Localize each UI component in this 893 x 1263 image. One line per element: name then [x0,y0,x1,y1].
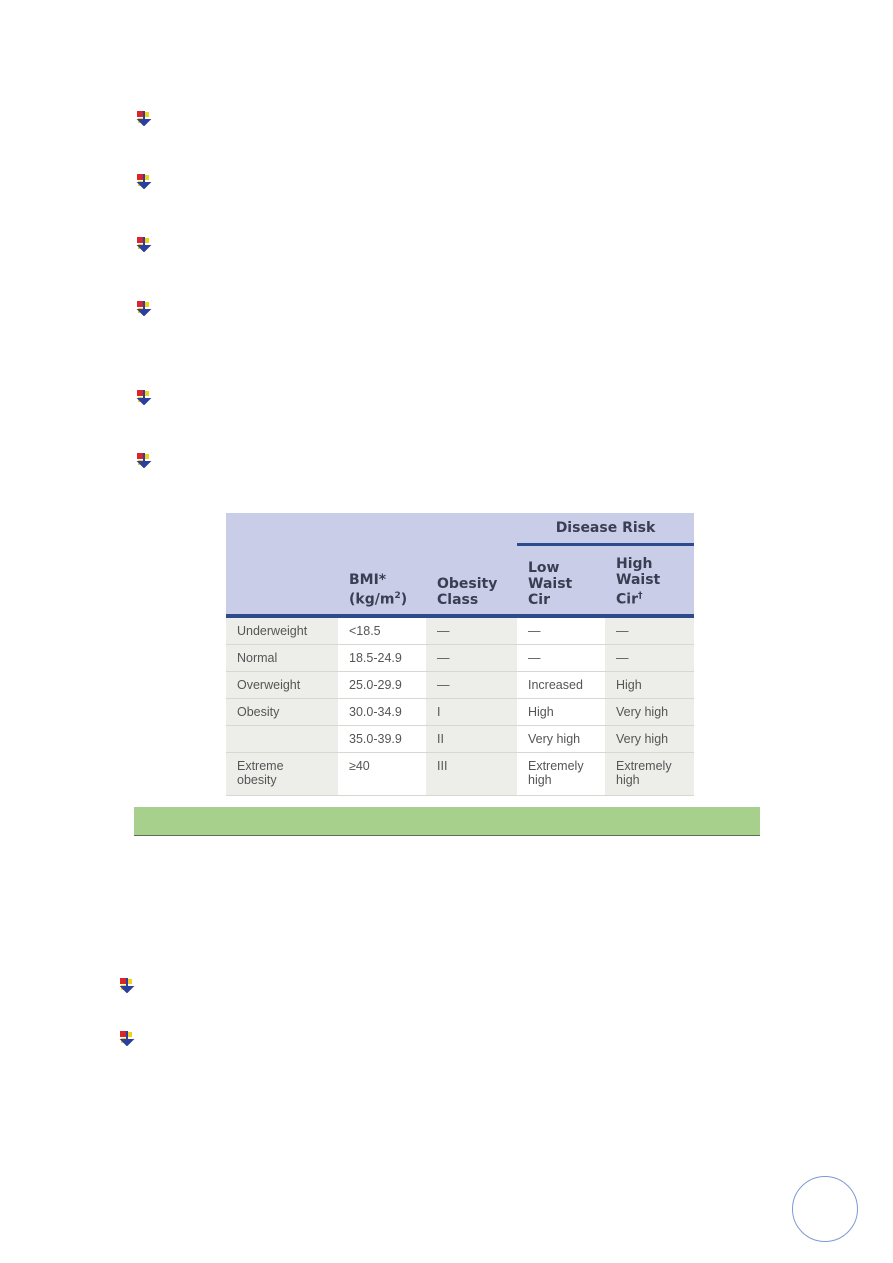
arrow-down-bullet-icon [136,452,152,468]
cell-class: II [426,726,517,753]
high-line2: Waist [616,572,661,589]
header-high-waist [605,545,694,617]
cell-category: Normal [226,645,338,672]
header-bmi [338,545,426,617]
cell-high [605,753,694,796]
low-line1: Extremely [528,759,584,773]
high-line2: high [616,773,640,787]
cell-category: Underweight [226,616,338,645]
arrow-down-bullet-icon [136,110,152,126]
arrow-down-bullet-icon [136,236,152,252]
cell-class: — [426,672,517,699]
table-row [226,753,694,796]
low-line1: Low [528,560,560,576]
cell-category: Obesity [226,699,338,726]
high-sup: † [637,591,643,602]
arrow-down-bullet-icon [119,1030,135,1046]
table-row [226,726,694,753]
header-blank [338,513,426,545]
bmi-unit-pre: (kg/m [349,592,395,608]
cell-bmi: 35.0-39.9 [338,726,426,753]
cell-bmi: ≥40 [338,753,426,796]
bmi-unit-sup: 2 [394,591,401,602]
arrow-down-bullet-icon [136,389,152,405]
obesity-line1: Obesity [437,576,498,592]
cell-high: Very high [605,699,694,726]
page-number-circle [792,1176,858,1242]
low-line2: Waist [528,576,573,592]
cell-class: III [426,753,517,796]
bmi-classification-table [226,513,694,796]
cell-bmi: 25.0-29.9 [338,672,426,699]
green-caption-bar [134,807,760,836]
arrow-down-bullet-icon [136,173,152,189]
low-line2: high [528,773,552,787]
bmi-label: BMI* [349,572,387,589]
obesity-line2: Class [437,592,479,608]
table-row [226,645,694,672]
cell-category [226,726,338,753]
cell-high: Very high [605,726,694,753]
cell-bmi: 18.5-24.9 [338,645,426,672]
high-line3: Cir [616,592,638,608]
cell-low: Very high [517,726,605,753]
bmi-unit-post: ) [400,592,408,608]
header-category [226,545,338,617]
cell-class: — [426,645,517,672]
cell-low: High [517,699,605,726]
header-low-waist [517,545,605,617]
high-line1: Extremely [616,759,672,773]
header-blank [426,513,517,545]
cell-bmi: 30.0-34.9 [338,699,426,726]
cell-category: Overweight [226,672,338,699]
disease-risk-header: Disease Risk [517,513,694,545]
cell-low: — [517,616,605,645]
cell-high: High [605,672,694,699]
low-line3: Cir [528,592,550,608]
cell-low: — [517,645,605,672]
table-row [226,672,694,699]
cell-low: Increased [517,672,605,699]
high-line1: High [616,556,653,573]
cell-low [517,753,605,796]
cell-high: — [605,645,694,672]
arrow-down-bullet-icon [136,300,152,316]
cell-category [226,753,338,796]
cell-class: — [426,616,517,645]
category-line1: Extreme [237,759,284,773]
category-line2: obesity [237,773,277,787]
table-row [226,699,694,726]
header-blank [226,513,338,545]
table-row [226,616,694,645]
header-obesity-class [426,545,517,617]
cell-class: I [426,699,517,726]
cell-high: — [605,616,694,645]
arrow-down-bullet-icon [119,977,135,993]
cell-bmi: <18.5 [338,616,426,645]
